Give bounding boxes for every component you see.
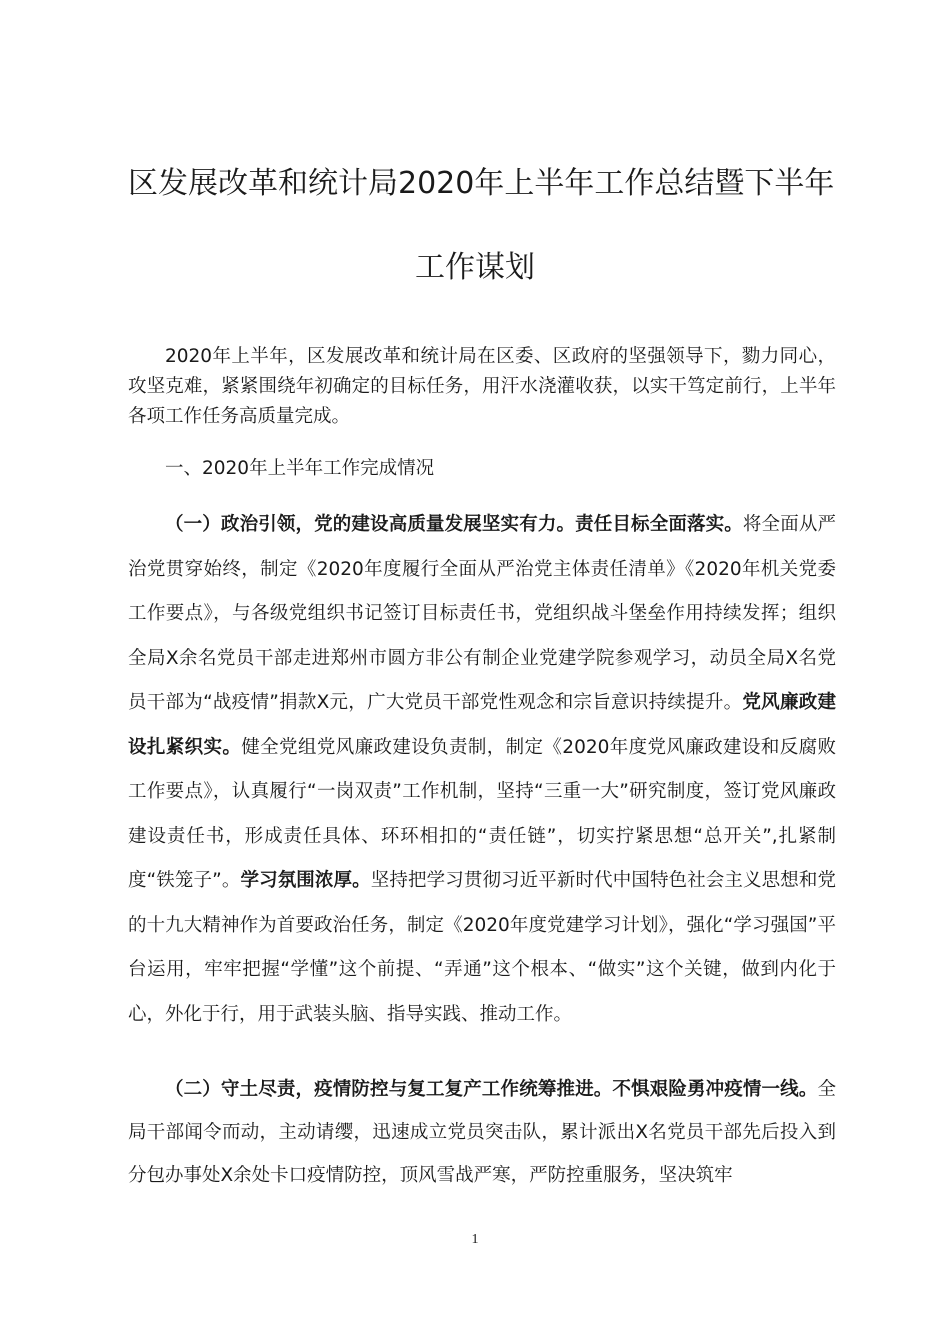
paragraph-1-text-1: 将全面从严治党贯穿始终，制定《2020年度履行全面从严治党主体责任清单》《2020年机关党委工作要点》，与各级党组织书记签订目标责任书，党组织战斗堡垒作用持续发挥；组织全局X余名党员干部走进郑州市圆方非公有制企业党建学院参观学习，动员全局X名党员干部为“战疫情”捐款X元，广大党员干部党性观念和宗旨意识持续提升。 [128, 514, 836, 713]
document-title-line-2: 工作谋划 [415, 250, 535, 285]
intro-paragraph [128, 342, 836, 432]
paragraph-party-building-text [128, 503, 836, 1037]
paragraph-epidemic-control [128, 1068, 836, 1197]
paragraph-1-heading: （一）政治引领，党的建设高质量发展坚实有力。 [165, 514, 576, 535]
intro-text: 2020年上半年，区发展改革和统计局在区委、区政府的坚强领导下，勠力同心，攻坚克难，紧紧围绕年初确定的目标任务，用汗水浇灌收获，以实干笃定前行，上半年各项工作任务高质量完成。 [128, 346, 836, 427]
section-1-heading [128, 454, 836, 484]
page-number: 1 [471, 1232, 479, 1247]
paragraph-1-text-3: 坚持把学习贯彻习近平新时代中国特色社会主义思想和党的十九大精神作为首要政治任务，制定《2020年度党建学习计划》，强化“学习强国”平台运用，牢牢把握“学懂”这个前提、“弄通”这个根本、“做实”这个关键，做到内化于心，外化于行，用于武装头脑、指导实践、推动工作。 [128, 870, 836, 1025]
paragraph-1-subhead-1: 责任目标全面落实。 [575, 514, 743, 535]
paragraph-epidemic-control-text [128, 1068, 836, 1197]
paragraph-1-text-2: 健全党组党风廉政建设负责制，制定《2020年度党风廉政建设和反腐败工作要点》，认真履行“一岗双责”工作机制，坚持“三重一大”研究制度，签订党风廉政建设责任书，形成责任具体、环环相扣的“责任链”，切实拧紧思想“总开关”,扎紧制度“铁笼子”。 [128, 736, 836, 891]
paragraph-1-subhead-3: 学习氛围浓厚。 [240, 870, 371, 891]
document-title-line-1: 区发展改革和统计局2020年上半年工作总结暨下半年 [128, 166, 835, 201]
paragraph-2-heading: （二）守土尽责，疫情防控与复工复产工作统筹推进。 [165, 1079, 613, 1100]
paragraph-2-subhead-1: 不惧艰险勇冲疫情一线。 [612, 1079, 818, 1100]
section-1-heading-text: 一、2020年上半年工作完成情况 [165, 458, 435, 479]
paragraph-party-building [128, 503, 836, 1037]
paragraph-1-subhead-2: 党风廉政建设扎紧织实。 [128, 692, 836, 758]
paragraph-2-text-1: 全局干部闻令而动，主动请缨，迅速成立党员突击队，累计派出X名党员干部先后投入到分包办事处X余处卡口疫情防控，顶风雪战严寒，严防控重服务，坚决筑牢 [128, 1079, 836, 1186]
